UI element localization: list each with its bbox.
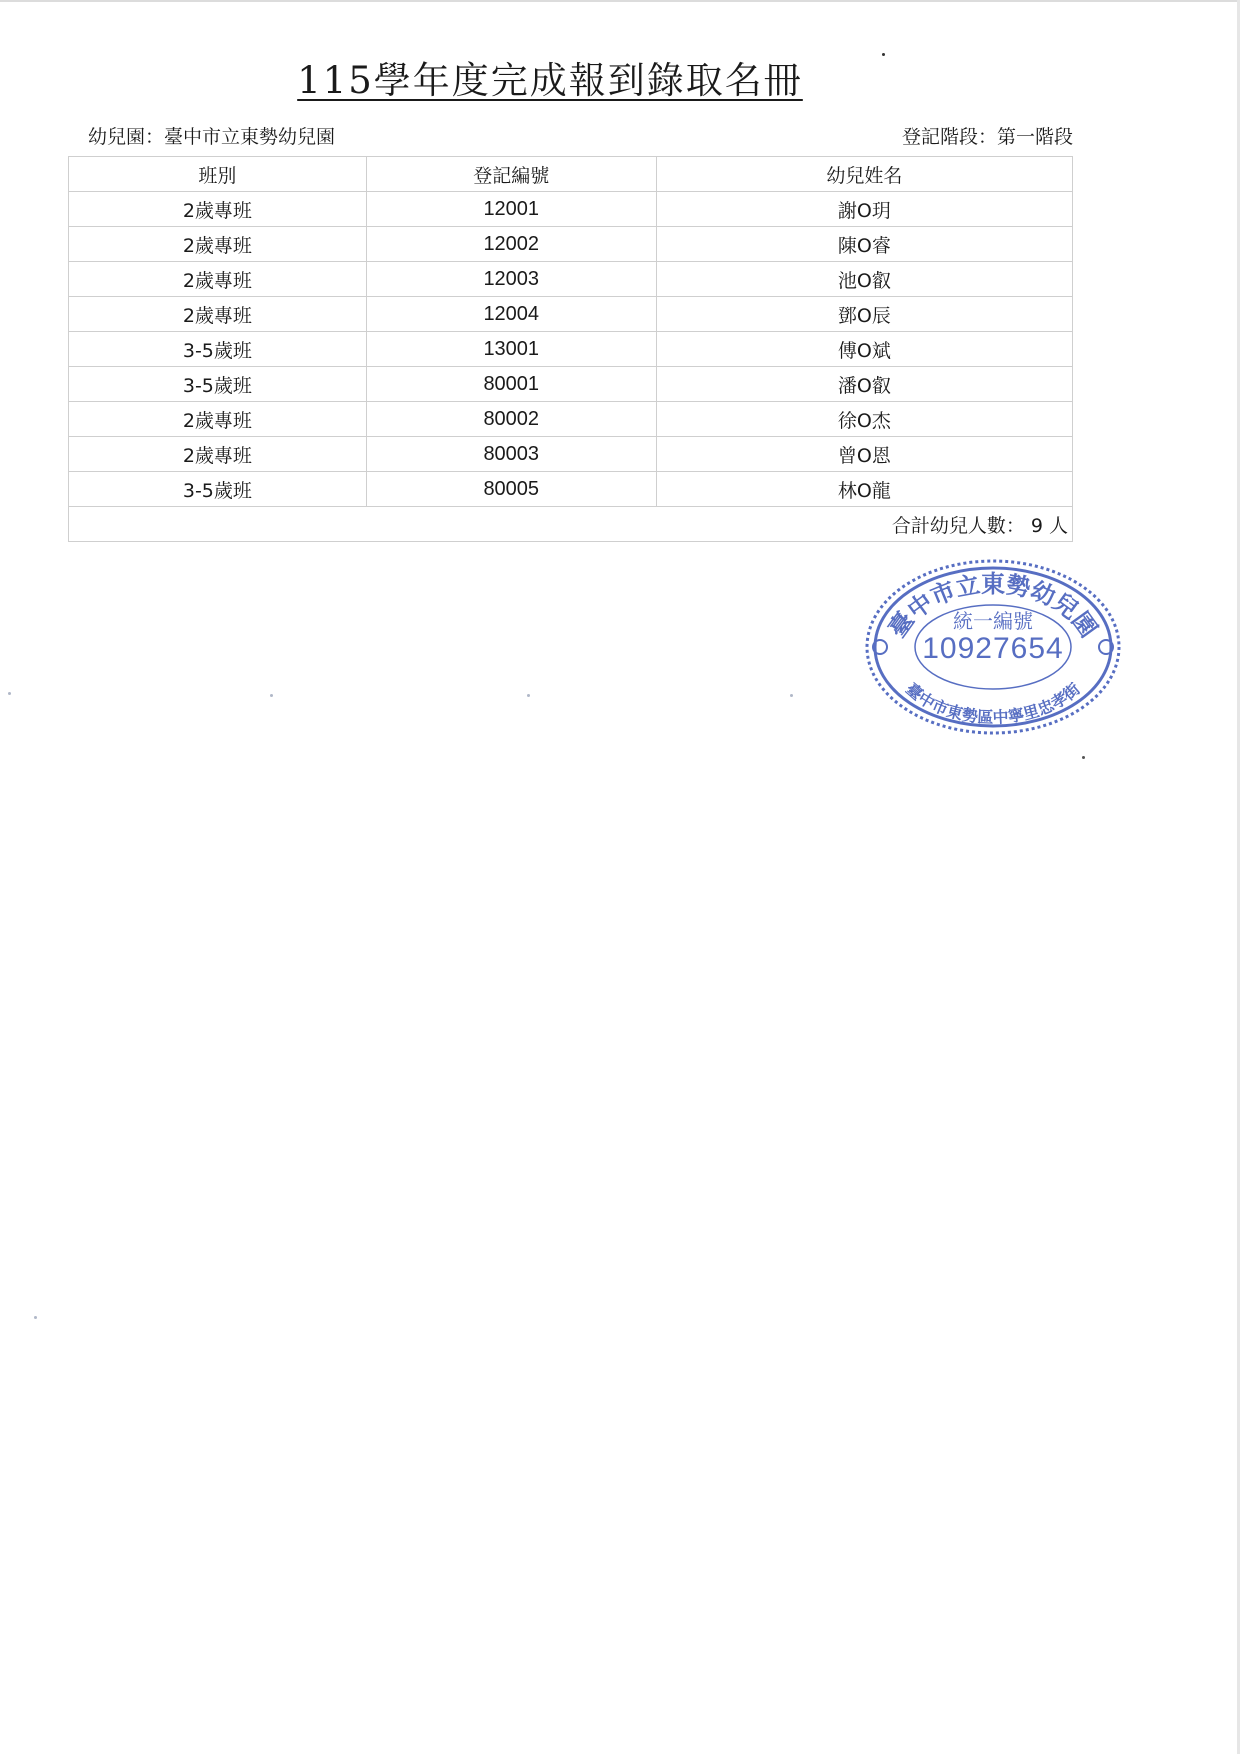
header-registration-number: 登記編號 [366, 157, 656, 192]
enrollment-table [68, 156, 1073, 542]
scan-speck [8, 692, 11, 695]
cell-registration-number: 12002 [366, 227, 656, 262]
table-row [69, 192, 1073, 227]
cell-child-name: 潘O叡 [656, 367, 1072, 402]
table-row [69, 472, 1073, 507]
cell-registration-number: 80001 [366, 367, 656, 402]
seal-bottom-text: 臺中市東勢區中寧里忠孝街 [902, 679, 1084, 727]
cell-child-name: 曾O恩 [656, 437, 1072, 472]
cell-class: 2歲專班 [69, 437, 367, 472]
cell-registration-number: 13001 [366, 332, 656, 367]
scan-speck [527, 694, 530, 697]
header-child-name: 幼兒姓名 [656, 157, 1072, 192]
scan-speck [1082, 756, 1085, 759]
cell-child-name: 陳O睿 [656, 227, 1072, 262]
cell-class: 2歲專班 [69, 227, 367, 262]
table-row [69, 227, 1073, 262]
cell-class: 2歲專班 [69, 402, 367, 437]
table-total-row [69, 507, 1073, 542]
table-row [69, 402, 1073, 437]
cell-child-name: 謝O玥 [656, 192, 1072, 227]
scan-speck [34, 1316, 37, 1319]
scan-speck [790, 694, 793, 697]
cell-class: 3-5歲班 [69, 332, 367, 367]
scan-edge-top [0, 0, 1240, 2]
seal-number: 10927654 [922, 632, 1064, 665]
cell-registration-number: 80005 [366, 472, 656, 507]
cell-class: 3-5歲班 [69, 472, 367, 507]
table-row [69, 262, 1073, 297]
cell-child-name: 林O龍 [656, 472, 1072, 507]
cell-registration-number: 80002 [366, 402, 656, 437]
registration-stage: 登記階段：第一階段 [901, 126, 1073, 148]
cell-registration-number: 12003 [366, 262, 656, 297]
cell-class: 2歲專班 [69, 192, 367, 227]
table-row [69, 332, 1073, 367]
total-children-count: 合計幼兒人數： 9 人 [69, 507, 1073, 542]
cell-registration-number: 12004 [366, 297, 656, 332]
scan-speck [882, 53, 885, 56]
cell-class: 3-5歲班 [69, 367, 367, 402]
cell-registration-number: 80003 [366, 437, 656, 472]
cell-child-name: 傅O斌 [656, 332, 1072, 367]
cell-child-name: 徐O杰 [656, 402, 1072, 437]
seal-label: 統一編號 [953, 609, 1033, 633]
table-header-row [69, 157, 1073, 192]
header-class: 班別 [69, 157, 367, 192]
official-seal [862, 554, 1124, 740]
table-row [69, 297, 1073, 332]
table-row [69, 437, 1073, 472]
cell-child-name: 池O叡 [656, 262, 1072, 297]
document-title: 115學年度完成報到錄取名冊 [297, 59, 803, 102]
kindergarten-name: 幼兒園：臺中市立東勢幼兒園 [88, 126, 336, 148]
table-row [69, 367, 1073, 402]
scan-speck [270, 694, 273, 697]
cell-registration-number: 12001 [366, 192, 656, 227]
seal-top-text: 臺中市立東勢幼兒園 [882, 569, 1104, 643]
cell-child-name: 鄧O辰 [656, 297, 1072, 332]
cell-class: 2歲專班 [69, 297, 367, 332]
cell-class: 2歲專班 [69, 262, 367, 297]
